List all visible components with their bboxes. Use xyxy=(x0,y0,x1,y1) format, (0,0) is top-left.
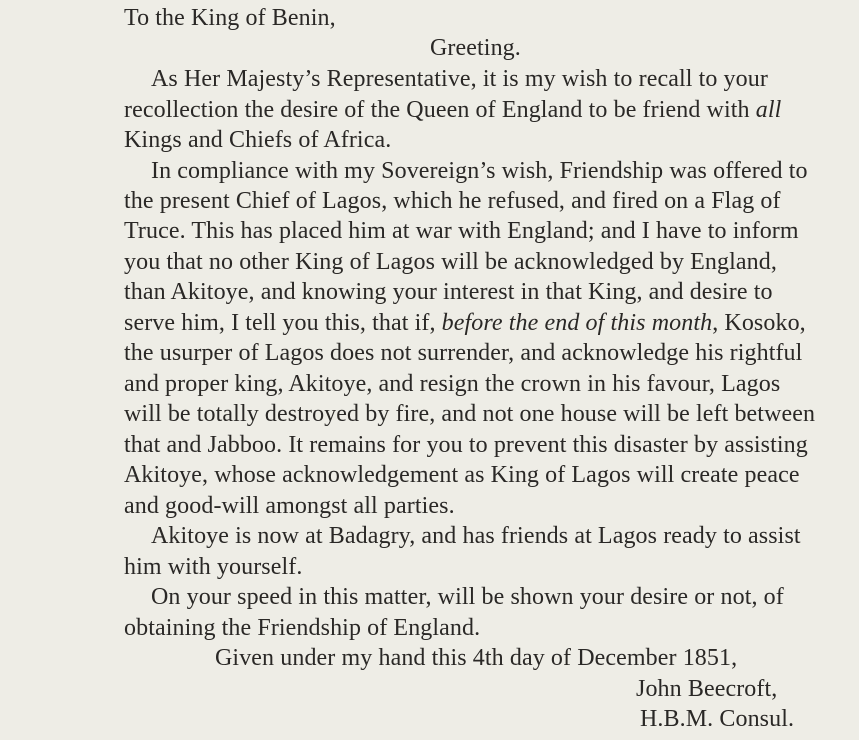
paragraph-line: Kings and Chiefs of Africa. xyxy=(124,127,392,153)
paragraph-line: Truce. This has placed him at war with England; and I have to inform xyxy=(124,218,799,244)
paragraph-text: , Kosoko, xyxy=(712,310,806,336)
paragraph-line: than Akitoye, and knowing your interest in that King, and desire to xyxy=(124,279,773,305)
signature-name: John Beecroft, xyxy=(636,676,778,702)
paragraph-line: obtaining the Friendship of England. xyxy=(124,615,481,641)
greeting: Greeting. xyxy=(430,35,521,61)
paragraph-line: you that no other King of Lagos will be acknowledged by England, xyxy=(124,249,777,275)
paragraph-line: In compliance with my Sovereign’s wish, Friendship was offered to xyxy=(151,158,808,184)
paragraph-line: On your speed in this matter, will be shown your desire or not, of xyxy=(151,584,784,610)
paragraph-line xyxy=(124,95,781,125)
dateline: Given under my hand this 4th day of December 1851, xyxy=(215,645,738,671)
paragraph-line: and proper king, Akitoye, and resign the crown in his favour, Lagos xyxy=(124,371,781,397)
paragraph-line: him with yourself. xyxy=(124,554,303,580)
paragraph-line: As Her Majesty’s Representative, it is my wish to recall to your xyxy=(151,66,768,92)
paragraph-line xyxy=(124,308,806,338)
paragraph-line: will be totally destroyed by fire, and not one house will be left between xyxy=(124,401,816,427)
paragraph-line: and good-will amongst all parties. xyxy=(124,493,455,519)
paragraph-line: the present Chief of Lagos, which he refused, and fired on a Flag of xyxy=(124,188,781,214)
salutation: To the King of Benin, xyxy=(124,5,336,31)
signature-title: H.B.M. Consul. xyxy=(640,706,795,732)
paragraph-text: serve him, I tell you this, that if, xyxy=(124,310,442,336)
paragraph-line: Akitoye, whose acknowledgement as King of Lagos will create peace xyxy=(124,462,800,488)
paragraph-line: that and Jabboo. It remains for you to prevent this disaster by assisting xyxy=(124,432,808,458)
emphasized-text: all xyxy=(755,97,782,123)
paragraph-text: recollection the desire of the Queen of England to be friend with xyxy=(124,97,756,123)
paragraph-line: Akitoye is now at Badagry, and has friends at Lagos ready to assist xyxy=(151,523,801,549)
paragraph-line: the usurper of Lagos does not surrender, and acknowledge his rightful xyxy=(124,340,803,366)
emphasized-text: before the end of this month xyxy=(441,310,713,336)
